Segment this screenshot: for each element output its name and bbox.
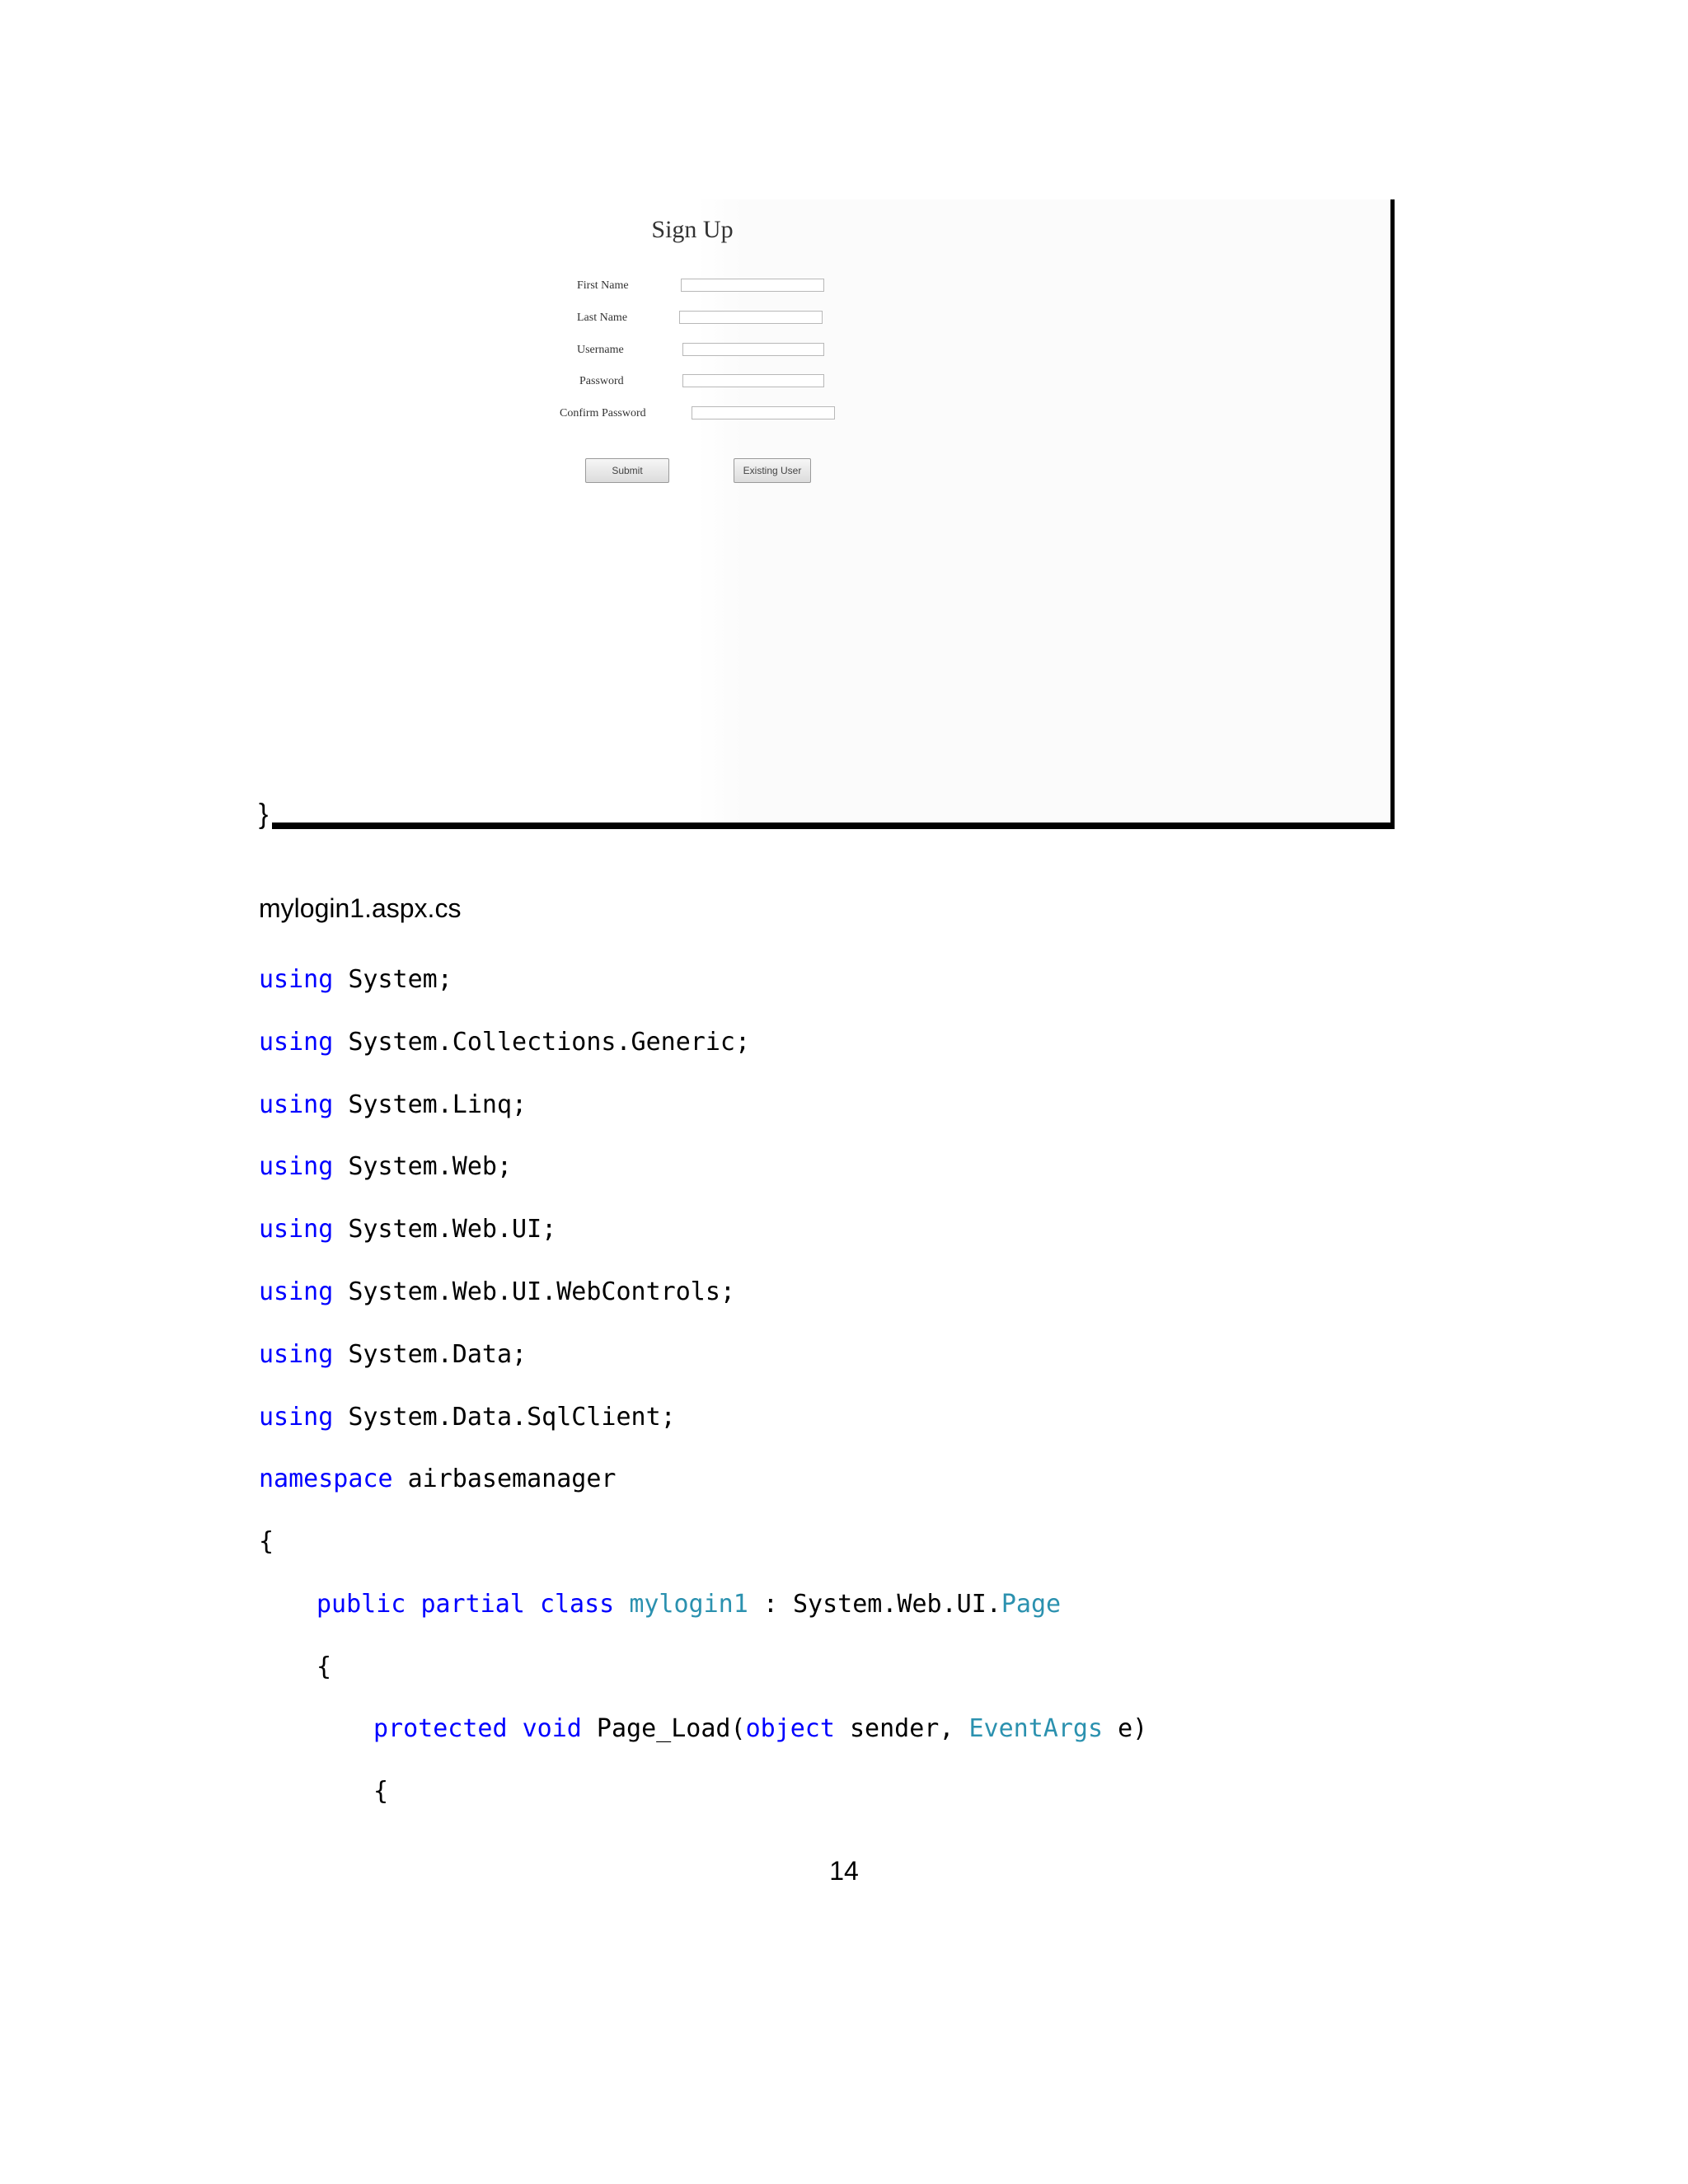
code-keyword: using — [259, 1403, 334, 1432]
code-line — [373, 1775, 388, 1808]
code-keyword: class — [539, 1590, 615, 1619]
code-text: System.Web.UI; — [333, 1215, 557, 1244]
code-type: EventArgs — [968, 1714, 1104, 1743]
code-text: { — [316, 1652, 332, 1681]
code-text: e) — [1103, 1714, 1148, 1743]
submit-button[interactable]: Submit — [585, 458, 669, 483]
code-text: { — [373, 1777, 389, 1806]
code-text: System.Data; — [333, 1340, 528, 1369]
username-input[interactable] — [682, 343, 824, 356]
code-line — [259, 1338, 527, 1371]
first-name-input[interactable] — [681, 279, 824, 292]
code-text: System.Web; — [333, 1152, 513, 1181]
code-line — [316, 1588, 1061, 1621]
code-keyword: public — [316, 1590, 406, 1619]
code-text: System.Collections.Generic; — [333, 1028, 751, 1057]
code-text: System.Linq; — [333, 1090, 528, 1119]
code-text: : System.Web.UI. — [748, 1590, 1001, 1619]
code-text: sender, — [834, 1714, 969, 1743]
closing-brace: } — [259, 799, 269, 830]
code-keyword: using — [259, 965, 334, 994]
code-text: System; — [333, 965, 452, 994]
code-type: mylogin1 — [629, 1590, 748, 1619]
code-keyword: using — [259, 1090, 334, 1119]
code-line — [373, 1713, 1147, 1746]
first-name-label: First Name — [577, 279, 629, 292]
code-line — [259, 1276, 735, 1309]
code-keyword: using — [259, 1215, 334, 1244]
code-type: Page — [1001, 1590, 1062, 1619]
signup-title: Sign Up — [651, 216, 734, 243]
code-line — [316, 1651, 331, 1684]
code-keyword: using — [259, 1028, 334, 1057]
code-text: { — [259, 1527, 274, 1556]
code-line — [259, 1213, 556, 1246]
code-line — [259, 1463, 617, 1496]
existing-user-button[interactable]: Existing User — [734, 458, 811, 483]
code-text: Page_Load( — [581, 1714, 746, 1743]
code-keyword: protected — [373, 1714, 508, 1743]
code-keyword: object — [745, 1714, 835, 1743]
code-text: System.Data.SqlClient; — [333, 1403, 676, 1432]
code-line — [259, 1026, 750, 1059]
code-keyword: partial — [420, 1590, 525, 1619]
confirm-password-label: Confirm Password — [560, 407, 646, 419]
screenshot-frame — [272, 199, 1395, 829]
code-line — [259, 963, 452, 996]
code-text: System.Web.UI.WebControls; — [333, 1277, 735, 1306]
last-name-input[interactable] — [679, 311, 823, 324]
code-keyword: using — [259, 1152, 334, 1181]
file-name: mylogin1.aspx.cs — [259, 893, 462, 923]
page-number: 14 — [829, 1856, 859, 1886]
password-label: Password — [579, 375, 624, 387]
code-line — [259, 1089, 527, 1122]
code-keyword: void — [522, 1714, 582, 1743]
code-line — [259, 1401, 676, 1434]
code-line — [259, 1151, 512, 1183]
code-text: airbasemanager — [392, 1465, 617, 1493]
code-keyword: namespace — [259, 1465, 393, 1493]
confirm-password-input[interactable] — [692, 406, 835, 419]
code-keyword: using — [259, 1277, 334, 1306]
code-line — [259, 1526, 274, 1558]
password-input[interactable] — [682, 374, 824, 387]
last-name-label: Last Name — [577, 312, 628, 324]
code-keyword: using — [259, 1340, 334, 1369]
username-label: Username — [577, 344, 624, 356]
